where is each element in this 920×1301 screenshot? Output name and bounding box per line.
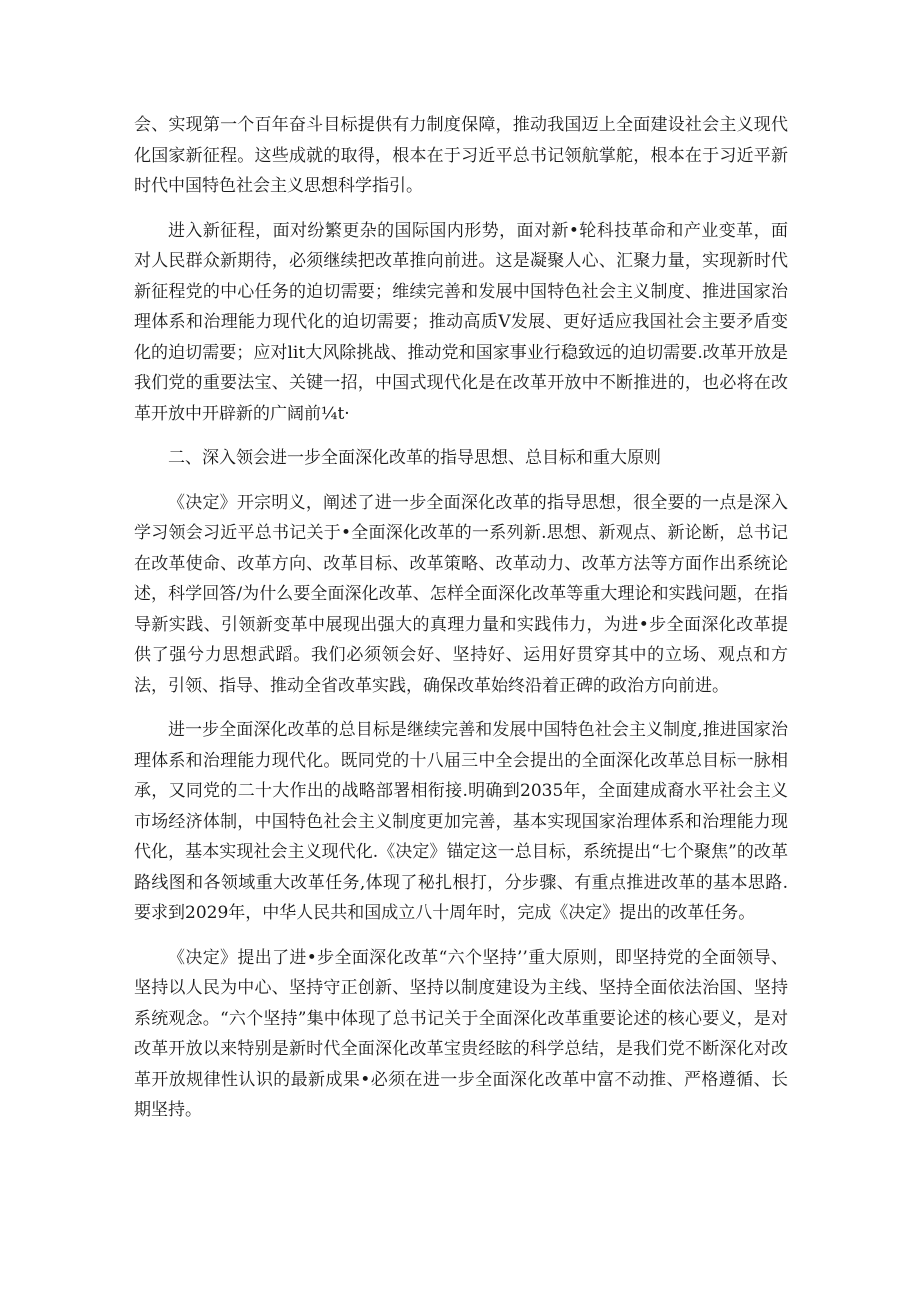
section-heading: 二、深入领会进一步全面深化改革的指导思想、总目标和重大原则 [168,448,661,468]
paragraph-major-principles: 《决定》提出了进•步全面深化改革“六个坚持’’重大原则，即坚持党的全面领导、坚持以人民为中心、坚持守正创新、坚持以制度建设为主线、坚持全面依法治国、坚持系统观念。“六个坚持”集中体现了总书记关于全面深化改革重要论述的核心要义，是对改革开放以来特别是新时代全面深化改革宝贵经眩的科学总结，是我们党不断深化对改革开放规律性认识的最新成果•必须在进一步全面深化改革中富不动推、严格遵循、长期坚持。 [134,947,788,1120]
paragraph-new-journey: 进入新征程，面对纷繁更杂的国际国内形势，面对新•轮科技革命和产业变革，面对人民群众新期待，必须继续把改革推向前进。这是凝聚人心、汇聚力量，实现新时代新征程党的中心任务的迫切需要；维续完善和发展中国特色社会主义制度、推进国家治理体系和治理能力现代化的迫切需要；推动高质V发展、更好适应我国社会主要矛盾变化的迫切需要；应对lit大风除挑战、推动党和国家事业行稳致远的迫切需要.改革开放是我们党的重要法宝、关键一招，中国式现代化是在改革开放中不断推进的，也必将在改革开放中开辟新的广阔前¼t· [134,220,788,424]
paragraph-overall-goal: 进一步全面深化改革的总目标是继续完善和发展中国特色社会主义制度,推进国家治理体系和治理能力现代化。既同党的十八届三中全会提出的全面深化改革总目标一脉相承，又同党的二十大作出的战略部署相衔接.明确到2035年，全面建成裔水平社会主义市场经济体制，中国特色社会主义制度更加完善，基本实现国家治理体系和治理能力现代化，基本实现社会主义现代化.《决定》锚定这一总目标，系统提出“七个聚焦”的改革路线图和各领域重大改革任务,体现了秘扎根打，分步骤、有重点推进改革的基本思路.要求到2029年，中华人民共和国成立八十周年时，完成《决定》提出的改革任务。 [134,720,788,923]
paragraph-continuation: 会、实现第一个百年奋斗目标提供有力制度保障，推动我国迈上全面建设社会主义现代化国家新征程。这些成就的取得，根本在于习近平总书记领航掌舵，根本在于习近平新时代中国特色社会主义思想科学指引。 [134,115,788,196]
paragraph-guiding-thought: 《决定》开宗明义，阐述了进一步全面深化改革的指导思想，很全要的一点是深入学习领会习近平总书记关于•全面深化改革的一系列新.思想、新观点、新论断，总书记在改革使命、改革方向、改革目标、改革策略、改革动力、改革方法等方面作出系统论述，科学回答/为什么要全面深化改革、怎样全面深化改革等重大理论和实践问题，在指导新实践、引领新变革中展现出强大的真理力量和实践伟力，为进•步全面深化改革提供了强兮力思想武蹈。我们必须领会好、坚持好、运用好贯穿其中的立场、观点和方法，引领、指导、推动全省改革实践，确保改革始终沿着正碑的政治方向前进。 [134,492,788,696]
